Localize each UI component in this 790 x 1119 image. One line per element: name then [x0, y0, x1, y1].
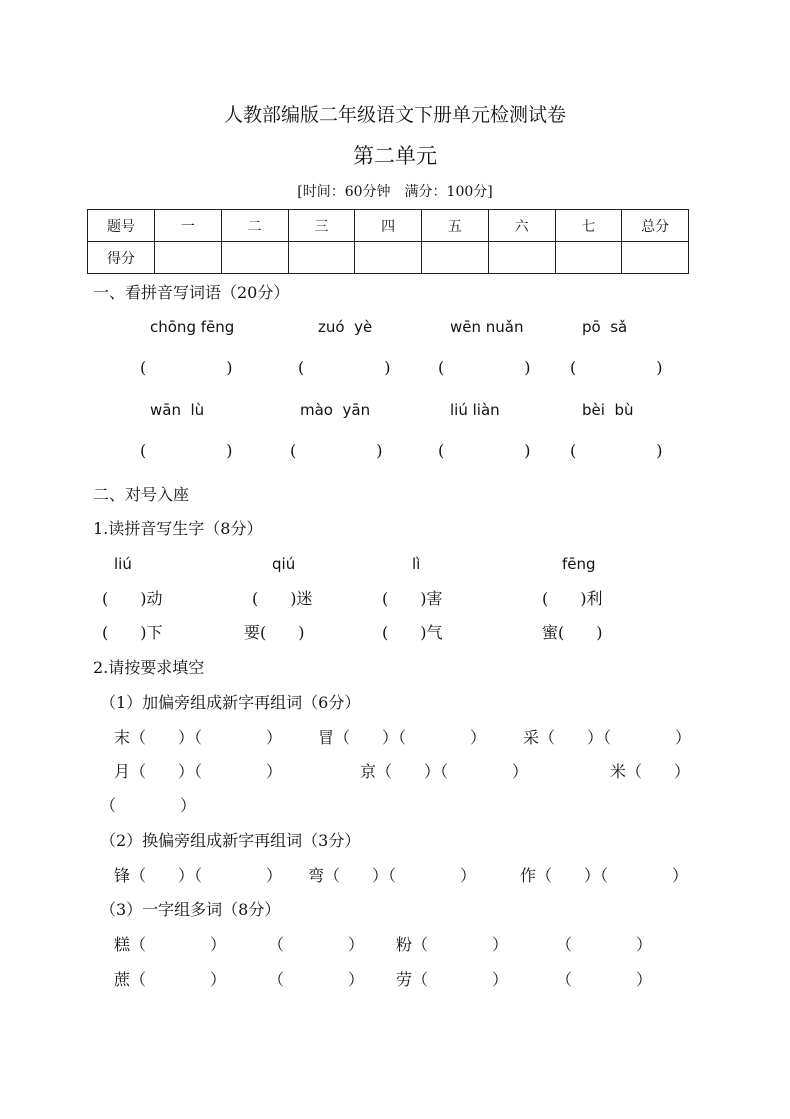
word-blank[interactable]: 糕（ ）: [114, 935, 227, 954]
unit-title: 第二单元: [353, 144, 437, 168]
pinyin: mào yān: [300, 401, 371, 419]
exam-title: 人教部编版二年级语文下册单元检测试卷: [223, 104, 566, 126]
word-blank[interactable]: 劳（ ）: [396, 970, 509, 989]
q2-heading: 2.请按要求填空: [93, 658, 205, 677]
answer-blank[interactable]: ( ): [140, 358, 233, 377]
score-entry-cell[interactable]: [355, 242, 422, 274]
answer-blank[interactable]: ( ): [570, 358, 663, 377]
q2-part1-heading: （1）加偏旁组成新字再组词（6分）: [100, 693, 361, 712]
section2-heading: 二、对号入座: [93, 485, 190, 504]
q2-part2-heading: （2）换偏旁组成新字再组词（3分）: [100, 831, 361, 850]
radical-blank[interactable]: 月（ ）（ ）: [114, 762, 283, 781]
score-entry-cell[interactable]: [555, 242, 622, 274]
pinyin: lì: [412, 555, 421, 573]
score-cell: 五: [422, 210, 489, 242]
pinyin: zuó yè: [318, 318, 373, 336]
char-blank[interactable]: 要( ): [244, 623, 305, 642]
score-cell: 二: [221, 210, 288, 242]
score-cell: 七: [555, 210, 622, 242]
score-table-score-row: [88, 242, 689, 274]
pinyin: pō sǎ: [582, 318, 628, 336]
radical-blank[interactable]: 京（ ）（ ）: [360, 762, 529, 781]
pinyin: liú liàn: [450, 401, 500, 419]
exam-info: [时间：60分钟 满分：100分]: [297, 184, 493, 200]
pinyin: bèi bù: [582, 401, 634, 419]
answer-blank[interactable]: ( ): [298, 358, 391, 377]
score-cell: 一: [155, 210, 222, 242]
score-cell: 三: [288, 210, 355, 242]
score-entry-cell[interactable]: [488, 242, 555, 274]
answer-blank[interactable]: ( ): [290, 441, 383, 460]
word-blank[interactable]: 粉（ ）: [396, 935, 509, 954]
q2-part3-heading: （3）一字组多词（8分）: [100, 900, 281, 919]
score-entry-cell[interactable]: [622, 242, 689, 274]
word-blank[interactable]: （ ）: [268, 935, 365, 954]
score-table-header-row: [88, 210, 689, 242]
pinyin: qiú: [272, 555, 296, 573]
word-blank[interactable]: （ ）: [556, 935, 653, 954]
q1-heading: 1.读拼音写生字（8分）: [93, 519, 263, 538]
score-entry-cell[interactable]: [221, 242, 288, 274]
char-blank[interactable]: ( )利: [542, 589, 603, 608]
radical-blank[interactable]: 弯（ ）（ ）: [308, 866, 477, 885]
score-cell: 六: [488, 210, 555, 242]
answer-blank[interactable]: ( ): [140, 441, 233, 460]
answer-blank[interactable]: ( ): [438, 441, 531, 460]
radical-blank[interactable]: 冒（ ）（ ）: [318, 728, 487, 747]
char-blank[interactable]: ( )害: [382, 589, 443, 608]
word-blank[interactable]: 蔗（ ）: [114, 970, 227, 989]
score-cell: 四: [355, 210, 422, 242]
score-row-label: 得分: [88, 242, 155, 274]
section1-heading: 一、看拼音写词语（20分）: [93, 283, 290, 302]
pinyin: wān lù: [150, 401, 205, 419]
score-entry-cell[interactable]: [422, 242, 489, 274]
char-blank[interactable]: ( )动: [102, 589, 163, 608]
score-entry-cell[interactable]: [288, 242, 355, 274]
radical-blank[interactable]: 末（ ）（ ）: [114, 728, 283, 747]
answer-blank[interactable]: ( ): [438, 358, 531, 377]
radical-blank[interactable]: 锋（ ）（ ）: [114, 866, 283, 885]
answer-blank[interactable]: ( ): [570, 441, 663, 460]
word-blank[interactable]: （ ）: [556, 970, 653, 989]
radical-blank[interactable]: （ ）: [100, 796, 197, 815]
score-cell: 题号: [88, 210, 155, 242]
pinyin: liú: [114, 555, 132, 573]
char-blank[interactable]: 蜜( ): [542, 623, 603, 642]
score-cell: 总分: [622, 210, 689, 242]
char-blank[interactable]: ( )下: [102, 623, 163, 642]
word-blank[interactable]: （ ）: [268, 970, 365, 989]
pinyin: fēng: [562, 555, 596, 573]
pinyin: chōng fēng: [150, 318, 235, 336]
char-blank[interactable]: ( )气: [382, 623, 443, 642]
radical-blank[interactable]: 采（ ）（ ）: [523, 728, 692, 747]
radical-blank[interactable]: 作（ ）（ ）: [520, 866, 689, 885]
char-blank[interactable]: ( )迷: [252, 589, 313, 608]
score-entry-cell[interactable]: [155, 242, 222, 274]
score-table: [87, 209, 689, 274]
pinyin: wēn nuǎn: [450, 318, 524, 336]
radical-blank[interactable]: 米（ ）: [610, 762, 691, 781]
